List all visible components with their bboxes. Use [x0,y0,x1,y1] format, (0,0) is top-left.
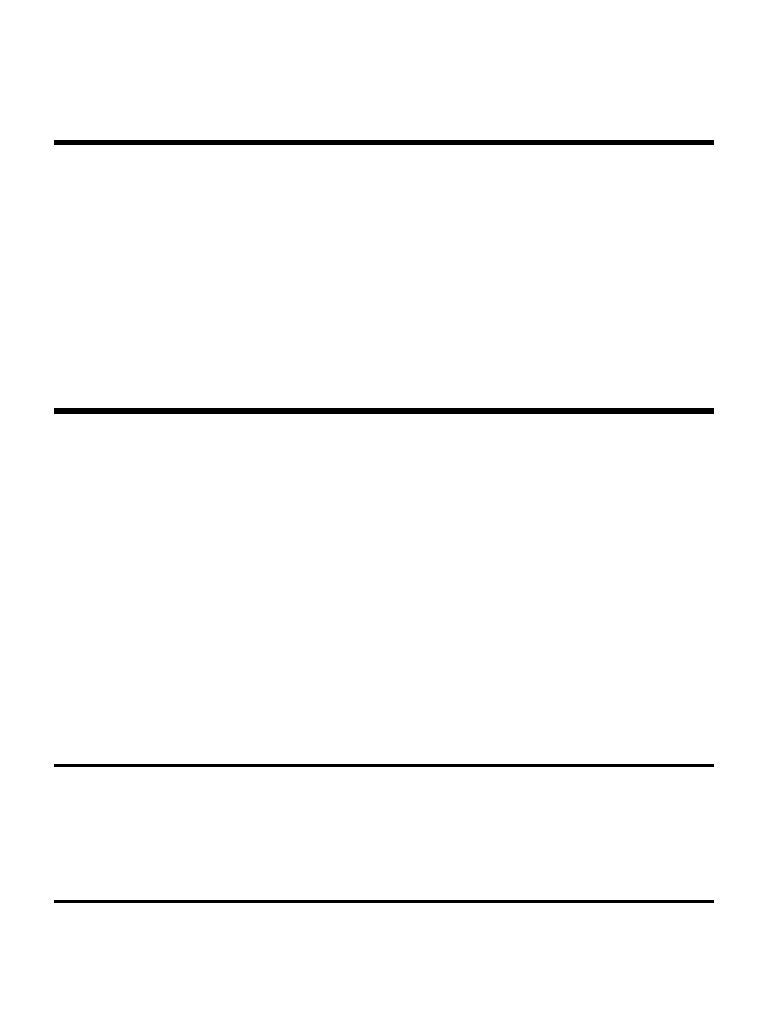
cell [55,902,105,903]
row-label [55,413,147,414]
row-label [55,766,147,767]
row-text [147,413,714,414]
subsection-1-table [54,764,714,767]
section-2-table [54,408,714,414]
table-row [55,413,714,414]
subsection-2-table [54,900,714,903]
cell [156,902,365,903]
table-row [55,902,714,903]
table-row [55,144,714,145]
cell [105,902,156,903]
row-text [111,144,714,145]
table-row [55,766,714,767]
row-text [147,766,714,767]
intro-table [54,140,714,145]
row-label [55,144,111,145]
numbered-list-cell [365,902,714,903]
